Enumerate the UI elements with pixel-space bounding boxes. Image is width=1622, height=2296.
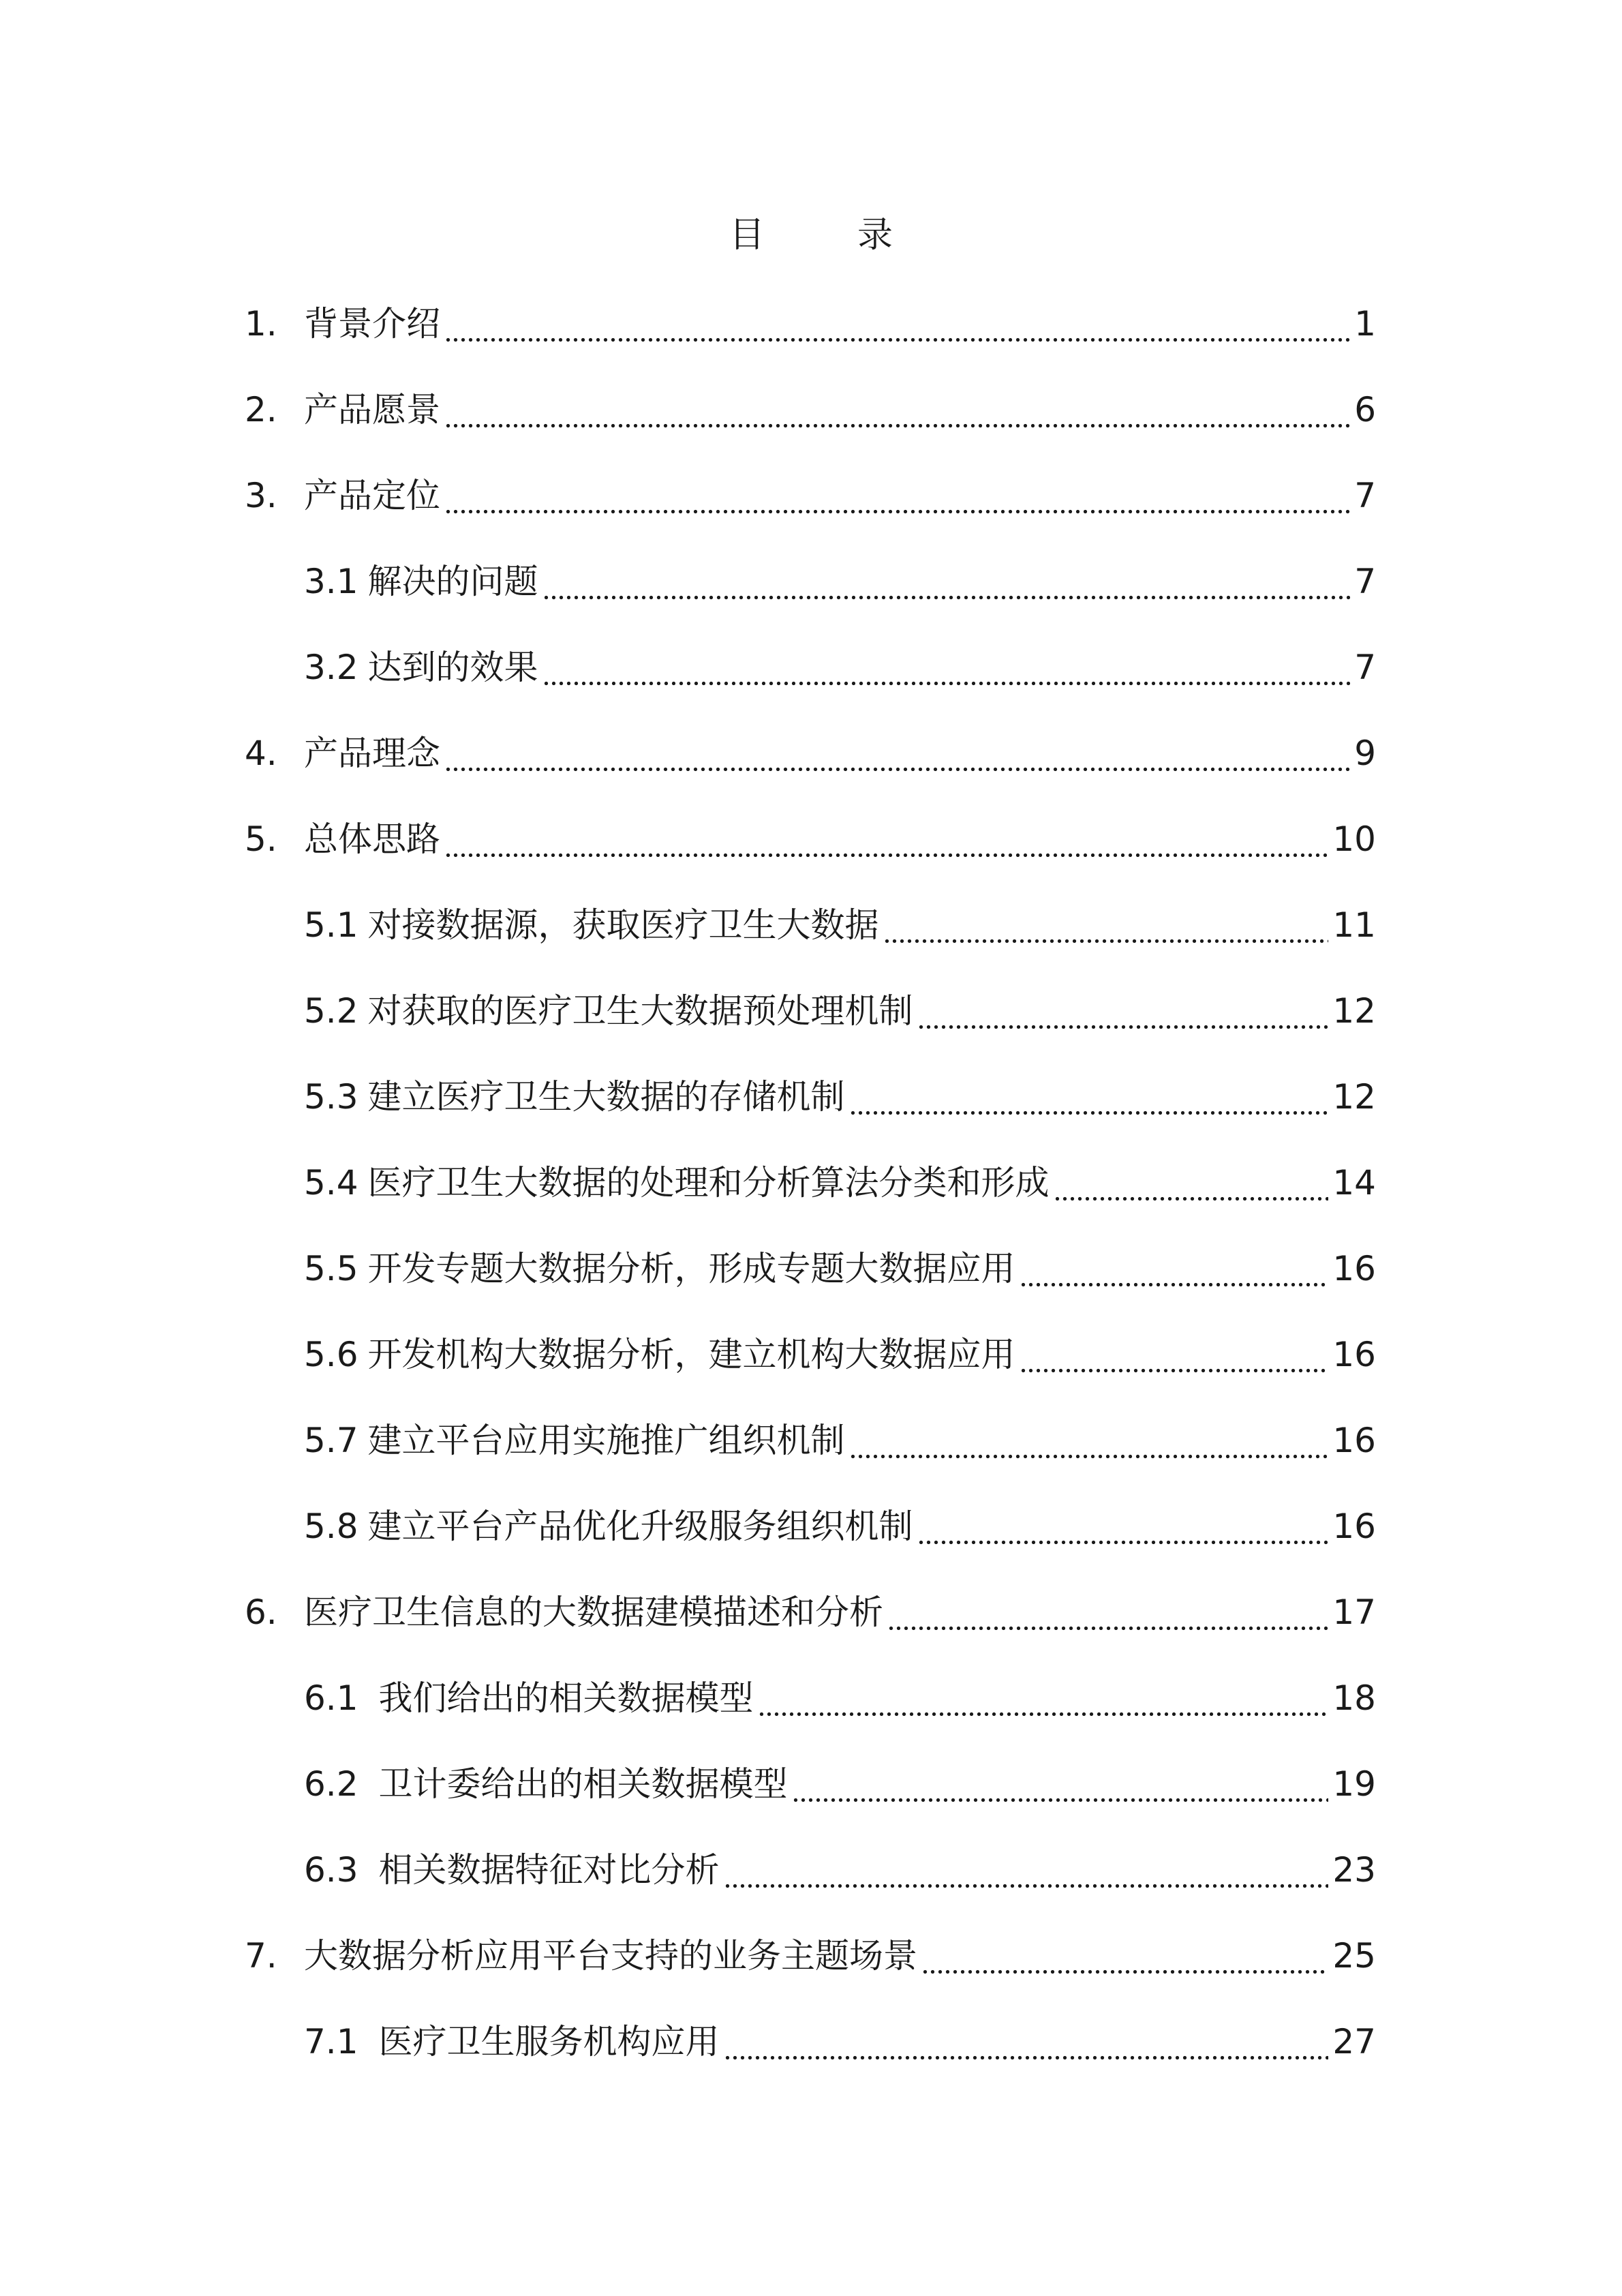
entry-number: 7. (245, 1936, 277, 1976)
dot-leader (1054, 1155, 1329, 1210)
entry-title: 解决的问题 (367, 562, 538, 601)
toc-entry[interactable] (304, 1327, 1376, 1382)
entry-number: 5.4 (304, 1163, 358, 1203)
entry-page-number: 27 (1332, 2022, 1376, 2061)
dot-leader (542, 554, 1351, 609)
dot-leader (444, 468, 1350, 523)
entry-page-number: 9 (1354, 734, 1376, 773)
entry-number: 5.3 (304, 1077, 358, 1117)
dot-leader (917, 1499, 1329, 1554)
entry-title: 建立平台应用实施推广组织机制 (367, 1421, 845, 1460)
entry-page-number: 16 (1332, 1249, 1376, 1288)
entry-number: 6.3 (304, 1850, 358, 1890)
toc-entry[interactable] (245, 468, 1376, 523)
toc-entry[interactable] (304, 1843, 1376, 1897)
entry-title: 开发机构大数据分析，建立机构大数据应用 (367, 1335, 1015, 1374)
entry-page-number: 12 (1332, 991, 1376, 1031)
toc-entry[interactable] (304, 1757, 1376, 1811)
toc-entry[interactable] (304, 2014, 1376, 2069)
toc-entry[interactable] (245, 1929, 1376, 1983)
entry-title: 医疗卫生大数据的处理和分析算法分类和形成 (367, 1163, 1050, 1203)
entry-title: 建立医疗卫生大数据的存储机制 (367, 1077, 845, 1117)
entry-page-number: 16 (1332, 1421, 1376, 1460)
entry-number: 5.5 (304, 1249, 358, 1288)
entry-number: 2. (245, 390, 277, 429)
entry-title: 对获取的医疗卫生大数据预处理机制 (367, 991, 913, 1031)
dot-leader (917, 984, 1329, 1038)
entry-number: 5.2 (304, 991, 358, 1031)
entry-number: 5. (245, 819, 277, 859)
toc-entry[interactable] (304, 640, 1376, 695)
dot-leader (444, 726, 1350, 781)
entry-page-number: 23 (1332, 1850, 1376, 1890)
toc-entry[interactable] (304, 1070, 1376, 1124)
entry-page-number: 10 (1332, 819, 1376, 859)
entry-page-number: 17 (1332, 1592, 1376, 1632)
dot-leader (444, 382, 1350, 437)
entry-page-number: 11 (1332, 905, 1376, 945)
toc-entry[interactable] (245, 1585, 1376, 1640)
toc-entry[interactable] (304, 1155, 1376, 1210)
entry-title: 对接数据源，获取医疗卫生大数据 (367, 905, 879, 945)
dot-leader (724, 1843, 1329, 1897)
entry-page-number: 14 (1332, 1163, 1376, 1203)
entry-page-number: 7 (1354, 476, 1376, 515)
entry-page-number: 16 (1332, 1335, 1376, 1374)
entry-page-number: 16 (1332, 1507, 1376, 1546)
entry-title: 达到的效果 (367, 648, 538, 687)
entry-title: 卫计委给出的相关数据模型 (378, 1764, 788, 1804)
toc-entry[interactable] (245, 382, 1376, 437)
entry-page-number: 12 (1332, 1077, 1376, 1117)
dot-leader (883, 898, 1329, 952)
dot-leader (849, 1413, 1329, 1468)
toc-entry[interactable] (304, 554, 1376, 609)
entry-number: 5.1 (304, 905, 358, 945)
entry-number: 3.1 (304, 562, 358, 601)
dot-leader (1020, 1241, 1329, 1296)
dot-leader (724, 2014, 1329, 2069)
dot-leader (1020, 1327, 1329, 1382)
entry-number: 5.6 (304, 1335, 358, 1374)
entry-title: 开发专题大数据分析，形成专题大数据应用 (367, 1249, 1015, 1288)
entry-title: 我们给出的相关数据模型 (378, 1678, 754, 1718)
entry-title: 产品理念 (304, 734, 440, 773)
toc-title: 目 录 (729, 215, 921, 256)
entry-page-number: 7 (1354, 648, 1376, 687)
entry-title: 总体思路 (304, 819, 440, 859)
dot-leader (444, 812, 1328, 866)
entry-title: 背景介绍 (304, 304, 440, 344)
dot-leader (849, 1070, 1329, 1124)
entry-number: 6.2 (304, 1764, 358, 1804)
dot-leader (758, 1671, 1329, 1725)
entry-number: 6. (245, 1592, 277, 1632)
dot-leader (542, 640, 1351, 695)
entry-page-number: 6 (1354, 390, 1376, 429)
entry-title: 医疗卫生信息的大数据建模描述和分析 (304, 1592, 883, 1632)
toc-entry[interactable] (304, 898, 1376, 952)
entry-title: 建立平台产品优化升级服务组织机制 (367, 1507, 913, 1546)
entry-number: 5.8 (304, 1507, 358, 1546)
toc-entry[interactable] (245, 297, 1376, 351)
dot-leader (792, 1757, 1329, 1811)
dot-leader (444, 297, 1350, 351)
entry-title: 医疗卫生服务机构应用 (378, 2022, 720, 2061)
entry-number: 7.1 (304, 2022, 358, 2061)
entry-page-number: 7 (1354, 562, 1376, 601)
entry-page-number: 1 (1354, 304, 1376, 344)
dot-leader (887, 1585, 1328, 1640)
entry-title: 相关数据特征对比分析 (378, 1850, 720, 1890)
entry-number: 1. (245, 304, 277, 344)
entry-title: 产品愿景 (304, 390, 440, 429)
entry-title: 大数据分析应用平台支持的业务主题场景 (304, 1936, 917, 1976)
entry-number: 5.7 (304, 1421, 358, 1460)
toc-entry[interactable] (245, 726, 1376, 781)
entry-number: 6.1 (304, 1678, 358, 1718)
toc-entry[interactable] (304, 1499, 1376, 1554)
toc-entry[interactable] (245, 812, 1376, 866)
entry-number: 3.2 (304, 648, 358, 687)
entry-page-number: 19 (1332, 1764, 1376, 1804)
entry-page-number: 25 (1332, 1936, 1376, 1976)
entry-number: 4. (245, 734, 277, 773)
entry-number: 3. (245, 476, 277, 515)
toc-entry[interactable] (304, 1671, 1376, 1725)
toc-entry[interactable] (304, 1241, 1376, 1296)
entry-title: 产品定位 (304, 476, 440, 515)
toc-entry[interactable] (304, 1413, 1376, 1468)
toc-entry[interactable] (304, 984, 1376, 1038)
entry-page-number: 18 (1332, 1678, 1376, 1718)
dot-leader (921, 1929, 1328, 1983)
